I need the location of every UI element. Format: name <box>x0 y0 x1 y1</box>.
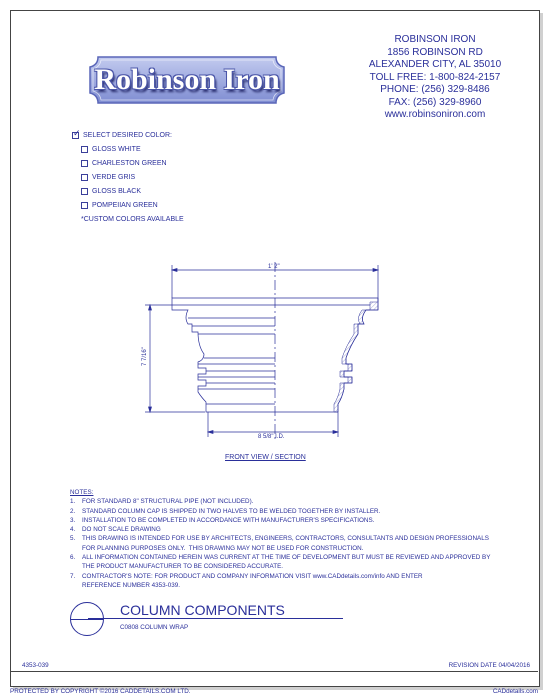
note-number: 1. <box>70 498 76 506</box>
color-option-label: POMPEIIAN GREEN <box>92 201 158 209</box>
note-item <box>70 572 490 591</box>
title-underline <box>88 618 343 619</box>
company-city: ALEXANDER CITY, AL 35010 <box>368 59 502 70</box>
caddetails-link[interactable]: CADdetails.com <box>492 688 538 695</box>
note-text: ALL INFORMATION CONTAINED HEREIN WAS CURRENT AT THE TIME OF DEVELOPMENT BUT MUST BE REVIEWED AND APPROVED BY THE PRODUCT MANUFACTURER TO BE CONSIDERED ACCURATE. <box>82 554 491 571</box>
company-website[interactable]: www.robinsoniron.com <box>384 109 486 120</box>
revision-date: REVISION DATE 04/04/2016 <box>448 662 530 669</box>
note-text: CONTRACTOR'S NOTE: FOR PRODUCT AND COMPANY INFORMATION VISIT www.CADdetails.com/info AND ENTER REFERENCE NUMBER 4353-039. <box>82 572 423 589</box>
color-option-label: GLOSS WHITE <box>92 145 141 153</box>
note-item <box>70 525 490 534</box>
note-text: DO NOT SCALE DRAWING <box>82 526 161 534</box>
front-view-outline <box>172 298 275 412</box>
note-text: THIS DRAWING IS INTENDED FOR USE BY ARCHITECTS, ENGINEERS, CONTRACTORS, CONSULTANTS AND DESIGN PROFESSIONALS FOR PLANNING PURPOSES ONLY. THIS DRAWING MAY NOT BE USED FOR CONSTRUCTION. <box>82 535 489 552</box>
note-text: STANDARD COLUMN CAP IS SHIPPED IN TWO HALVES TO BE WELDED TOGETHER BY INSTALLER. <box>82 507 381 515</box>
note-item <box>70 534 490 553</box>
note-text: FOR STANDARD 8" STRUCTURAL PIPE (NOT INCLUDED). <box>82 498 254 506</box>
company-address: 1856 ROBINSON RD <box>387 46 483 58</box>
copyright-notice: PROTECTED BY COPYRIGHT ©2016 CADDETAILS.COM LTD. <box>10 688 191 695</box>
custom-colors-note: *CUSTOM COLORS AVAILABLE <box>81 215 184 223</box>
title-circle-icon <box>70 602 104 636</box>
check-icon: ✓ <box>73 127 81 138</box>
note-number: 3. <box>70 516 76 524</box>
notes-header: NOTES: <box>70 489 94 496</box>
note-number: 7. <box>70 572 76 580</box>
drawing-title: COLUMN COMPONENTS <box>120 602 285 618</box>
top-width-label: 1' 2" <box>268 264 280 270</box>
section-hatch <box>334 298 378 412</box>
note-item <box>70 553 490 572</box>
note-number: 6. <box>70 554 76 562</box>
company-name: ROBINSON IRON <box>394 34 476 45</box>
drawing-subtitle: C0808 COLUMN WRAP <box>120 624 189 631</box>
view-title: FRONT VIEW / SECTION <box>225 454 306 461</box>
color-select-header: SELECT DESIRED COLOR: <box>83 131 172 139</box>
color-option-label: CHARLESTON GREEN <box>92 159 167 167</box>
note-item <box>70 497 490 506</box>
note-text: INSTALLATION TO BE COMPLETED IN ACCORDANCE WITH MANUFACTURER'S SPECIFICATIONS. <box>82 516 375 524</box>
note-item <box>70 507 490 516</box>
company-fax: FAX: (256) 329-8960 <box>388 96 482 108</box>
company-toll-free: TOLL FREE: 1-800-824-2157 <box>369 71 501 83</box>
height-label: 7 7/16" <box>142 347 148 366</box>
inner-diameter-label: 8 5/8" I.D. <box>258 434 285 440</box>
note-number: 5. <box>70 535 76 543</box>
footer-rule <box>10 671 538 672</box>
notes-section <box>70 488 490 590</box>
note-item <box>70 516 490 525</box>
color-option-label: VERDE GRIS <box>92 173 136 181</box>
reference-number: 4353-039 <box>22 662 49 669</box>
color-option-label: GLOSS BLACK <box>92 187 142 195</box>
note-number: 2. <box>70 507 76 515</box>
note-number: 4. <box>70 526 76 534</box>
company-phone: PHONE: (256) 329-8486 <box>380 84 490 95</box>
logo-text: Robinson Iron <box>94 63 280 96</box>
